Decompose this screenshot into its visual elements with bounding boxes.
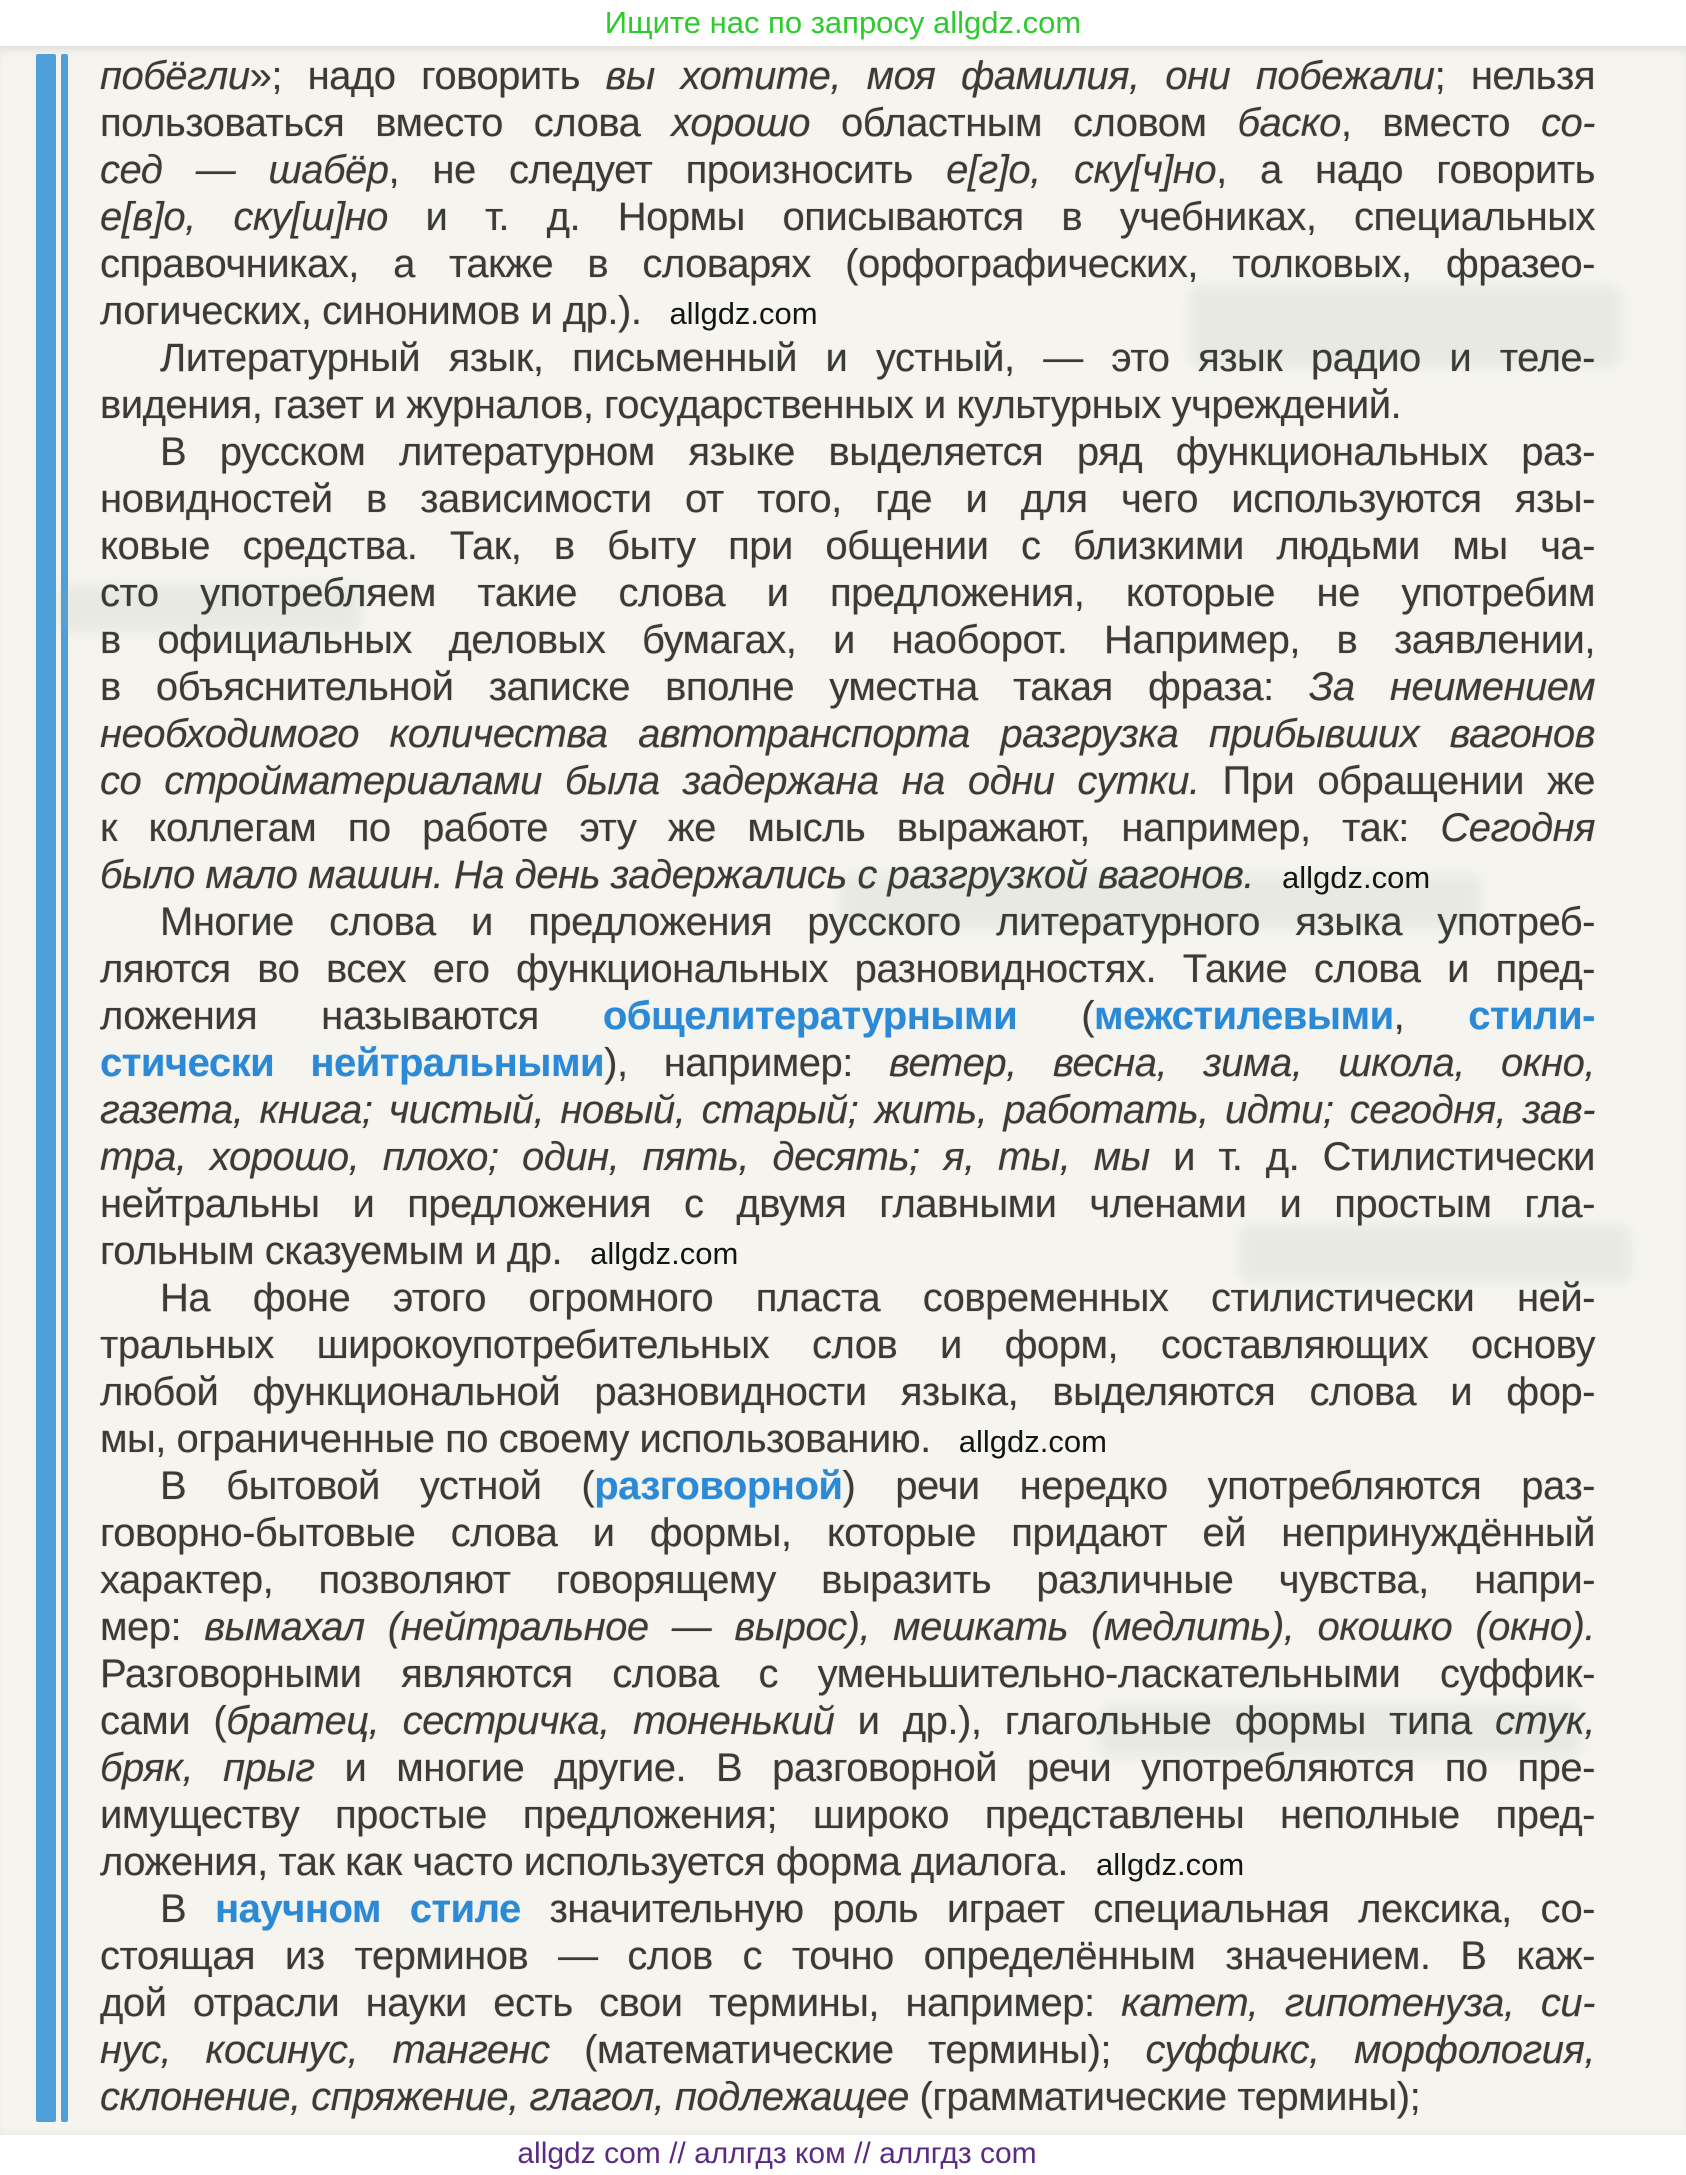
italic-run: е[г]о, ску[ч]но	[946, 148, 1217, 192]
text-run: »; надо говорить	[249, 54, 606, 98]
text-run: В русском литературном языке выделяется ряд функциональных раз-	[160, 430, 1595, 474]
text-run: На фоне этого огромного пласта современных стилистически ней-	[160, 1276, 1595, 1320]
text-run: тральных широкоупотребительных слов и форм, составляющих основу	[100, 1323, 1595, 1367]
italic-run: нус, косинус, тангенс	[100, 2028, 550, 2072]
text-line	[100, 1181, 1595, 1228]
text-line	[100, 758, 1595, 805]
inline-watermark: allgdz.com	[590, 1236, 739, 1271]
text-run: ) речи нередко употребляются раз-	[842, 1464, 1595, 1508]
text-run: мы, ограниченные по своему использованию.	[100, 1417, 931, 1461]
text-line	[100, 617, 1595, 664]
italic-run: вы хотите, моя фамилия, они побежали	[605, 54, 1435, 98]
italic-run: необходимого количества автотранспорта разгрузка прибывших вагонов	[100, 712, 1595, 756]
text-run: в объяснительной записке вполне уместна такая фраза:	[100, 665, 1309, 709]
inline-watermark: allgdz.com	[1096, 1847, 1245, 1882]
text-run: стоящая из терминов — слов с точно определённым значением. В каж-	[100, 1934, 1595, 1978]
text-run: (грамматические термины);	[908, 2075, 1421, 2119]
site-footer	[0, 2132, 1620, 2175]
italic-run: побёгли	[100, 54, 250, 98]
italic-run: ветер, весна, зима, школа, окно,	[889, 1041, 1595, 1085]
term-highlight: стически нейтральными	[100, 1041, 605, 1085]
site-promo-text: Ищите нас по запросу allgdz.com	[604, 5, 1082, 40]
text-run: В	[160, 1887, 215, 1931]
term-highlight: общелитературными	[602, 994, 1018, 1038]
italic-run: е[в]о, ску[ш]но	[100, 195, 388, 239]
italic-run: газета, книга; чистый, новый, старый; жить, работать, идти; сегодня, зав-	[100, 1088, 1595, 1132]
text-line	[100, 147, 1595, 194]
italic-run: тра, хорошо, плохо; один, пять, десять; я, ты, мы	[100, 1135, 1150, 1179]
left-accent-bar-thick	[36, 54, 56, 2122]
inline-watermark: allgdz.com	[958, 1424, 1107, 1459]
text-run: сами (	[100, 1699, 227, 1743]
text-run: сто употребляем такие слова и предложения, которые не употребим	[100, 571, 1595, 615]
text-run: При обращении же	[1199, 759, 1595, 803]
text-run: дой отрасли науки есть свои термины, например:	[100, 1981, 1122, 2025]
italic-run: Сегодня	[1440, 806, 1595, 850]
text-line	[100, 1134, 1595, 1181]
text-run: характер, позволяют говорящему выразить различные чувства, напри-	[100, 1558, 1595, 1602]
text-line	[100, 1839, 1595, 1886]
text-run: (математические термины);	[549, 2028, 1146, 2072]
text-run: и др.), глагольные формы типа	[834, 1699, 1496, 1743]
text-line	[100, 1651, 1595, 1698]
text-run: ложения, так как часто используется форма диалога.	[100, 1840, 1069, 1884]
text-line	[100, 1463, 1595, 1510]
text-line	[100, 1228, 1595, 1275]
text-run: ,	[1393, 994, 1469, 1038]
text-run: пользоваться вместо слова	[100, 101, 672, 145]
text-line	[100, 2027, 1595, 2074]
text-run: к коллегам по работе эту же мысль выражают, например, так:	[100, 806, 1441, 850]
text-run: в официальных деловых бумагах, и наоборот. Например, в заявлении,	[100, 618, 1595, 662]
term-highlight: стили-	[1468, 994, 1595, 1038]
text-line	[100, 1886, 1595, 1933]
text-run: (	[1017, 994, 1095, 1038]
text-run: логических, синонимов и др.).	[100, 289, 642, 333]
italic-run: вымахал (нейтральное — вырос), мешкать (медлить), окошко (окно).	[204, 1605, 1596, 1649]
text-run: мер:	[100, 1605, 205, 1649]
text-run: гольным сказуемым и др.	[100, 1229, 563, 1273]
text-run: имуществу простые предложения; широко представлены неполные пред-	[100, 1793, 1595, 1837]
text-line	[100, 194, 1595, 241]
text-run: и многие другие. В разговорной речи употребляются по пре-	[314, 1746, 1595, 1790]
italic-run: братец, сестричка, тоненький	[226, 1699, 835, 1743]
italic-run: баско	[1237, 101, 1341, 145]
text-line	[100, 1557, 1595, 1604]
text-run: , не следует произносить	[388, 148, 947, 192]
italic-run: стук,	[1495, 1699, 1595, 1743]
italic-run: со стройматериалами была задержана на одни сутки.	[100, 759, 1200, 803]
text-run: Разговорными являются слова с уменьшительно-ласкательными суффик-	[100, 1652, 1595, 1696]
text-line	[100, 993, 1595, 1040]
text-run: значительную роль играет специальная лексика, со-	[520, 1887, 1596, 1931]
text-run: , вместо	[1340, 101, 1541, 145]
text-line	[100, 335, 1595, 382]
text-line	[100, 1980, 1595, 2027]
site-promo-header	[0, 0, 1686, 46]
text-run: новидностей в зависимости от того, где и для чего используются язы-	[100, 477, 1595, 521]
text-line	[100, 476, 1595, 523]
text-run: ляются во всех его функциональных разновидностях. Такие слова и пред-	[100, 947, 1595, 991]
text-run: и т. д. Нормы описываются в учебниках, специальных	[387, 195, 1595, 239]
text-line	[100, 1933, 1595, 1980]
text-line	[100, 429, 1595, 476]
text-line	[100, 805, 1595, 852]
text-run: , а надо говорить	[1216, 148, 1595, 192]
scanned-page	[0, 46, 1686, 2135]
left-accent-bar-thin	[61, 54, 68, 2122]
text-line	[100, 1040, 1595, 1087]
text-line	[100, 1510, 1595, 1557]
text-run: говорно-бытовые слова и формы, которые придают ей непринуждённый	[100, 1511, 1595, 1555]
text-line	[100, 1698, 1595, 1745]
italic-run: суффикс, морфология,	[1145, 2028, 1595, 2072]
text-line	[100, 382, 1595, 429]
text-run: ), например:	[604, 1041, 890, 1085]
term-highlight: разговорной	[594, 1464, 843, 1508]
text-line	[100, 1745, 1595, 1792]
text-line	[100, 2074, 1595, 2121]
italic-run: сед — шабёр	[100, 148, 389, 192]
text-run: В бытовой устной (	[160, 1464, 595, 1508]
text-line	[100, 570, 1595, 617]
inline-watermark: allgdz.com	[669, 296, 818, 331]
text-line	[100, 946, 1595, 993]
italic-run: бряк, прыг	[100, 1746, 315, 1790]
text-line	[100, 241, 1595, 288]
term-highlight: научном стиле	[214, 1887, 521, 1931]
italic-run: хорошо	[671, 101, 811, 145]
text-run: справочниках, а также в словарях (орфографических, толковых, фразео-	[100, 242, 1595, 286]
text-line	[100, 53, 1595, 100]
inline-watermark: allgdz.com	[1282, 860, 1431, 895]
text-line	[100, 288, 1595, 335]
text-run: нейтральны и предложения с двумя главными членами и простым гла-	[100, 1182, 1595, 1226]
text-run: ; нельзя	[1434, 54, 1596, 98]
text-run: и т. д. Стилистически	[1149, 1135, 1596, 1179]
text-line	[100, 1604, 1595, 1651]
text-line	[100, 100, 1595, 147]
italic-run: было мало машин. На день задержались с разгрузкой вагонов.	[100, 853, 1254, 897]
italic-run: со-	[1540, 101, 1596, 145]
text-line	[100, 1369, 1595, 1416]
text-run: видения, газет и журналов, государственных и культурных учреждений.	[100, 383, 1402, 427]
term-highlight: межстилевыми	[1094, 994, 1394, 1038]
italic-run: катет, гипотенуза, си-	[1121, 1981, 1595, 2025]
site-footer-text: allgdz com // аллгдз ком // аллгдз com	[517, 2137, 1037, 2170]
italic-run: За неимением	[1308, 665, 1596, 709]
text-line	[100, 852, 1595, 899]
text-run: ложения называются	[100, 994, 603, 1038]
text-line	[100, 664, 1595, 711]
text-line	[100, 1322, 1595, 1369]
text-run: любой функциональной разновидности языка, выделяются слова и фор-	[100, 1370, 1595, 1414]
text-line	[100, 711, 1595, 758]
text-run: Многие слова и предложения русского литературного языка употреб-	[160, 900, 1595, 944]
document-text	[100, 53, 1595, 2121]
text-line	[100, 1792, 1595, 1839]
text-line	[100, 523, 1595, 570]
text-line	[100, 1087, 1595, 1134]
text-line	[100, 1275, 1595, 1322]
text-run: областным словом	[810, 101, 1238, 145]
text-line	[100, 899, 1595, 946]
text-run: ковые средства. Так, в быту при общении с близкими людьми мы ча-	[100, 524, 1595, 568]
italic-run: склонение, спряжение, глагол, подлежащее	[100, 2075, 909, 2119]
text-line	[100, 1416, 1595, 1463]
text-run: Литературный язык, письменный и устный, — это язык радио и теле-	[160, 336, 1595, 380]
